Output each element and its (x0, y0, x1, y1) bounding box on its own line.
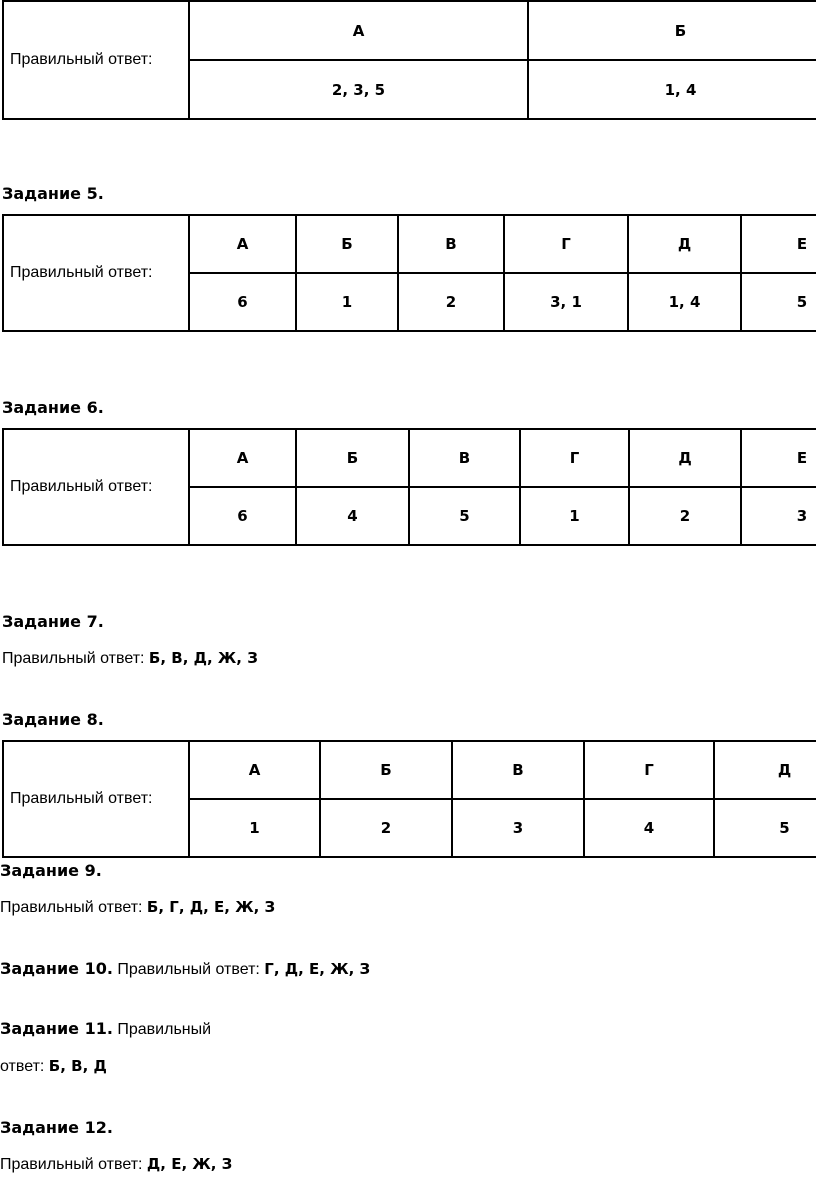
answer-label: Правильный ответ: (3, 741, 189, 857)
table-header-cell: Г (584, 741, 714, 799)
task-5-heading: Задание 5. (2, 184, 104, 203)
table-value-cell: 3 (452, 799, 584, 857)
table-header-cell: А (189, 215, 296, 273)
table-value-cell: 6 (189, 487, 296, 545)
table-value-cell: 4 (296, 487, 409, 545)
task-12-answer: Д, Е, Ж, З (146, 1155, 233, 1173)
task-9-heading: Задание 9. (0, 861, 102, 880)
task-6-heading: Задание 6. (2, 398, 104, 417)
table-header-cell: А (189, 429, 296, 487)
table-value-cell: 1, 4 (528, 60, 816, 119)
table-header-cell: Б (296, 215, 398, 273)
task-10-line (0, 959, 370, 979)
answer-label: Правильный ответ: (0, 1156, 143, 1173)
table-header-cell: В (409, 429, 520, 487)
task-10-heading: Задание 10. (0, 959, 113, 978)
task-7-answer-line (2, 649, 258, 668)
table-value-cell: 6 (189, 273, 296, 331)
table-header-cell: Д (714, 741, 816, 799)
table-value-cell: 4 (584, 799, 714, 857)
task-7-answer: Б, В, Д, Ж, З (148, 649, 258, 667)
task-11-line (0, 1019, 211, 1039)
table-header-cell: Е (741, 215, 816, 273)
table-header-cell: Г (504, 215, 628, 273)
table-header-cell: В (398, 215, 504, 273)
table-value-cell: 1 (520, 487, 629, 545)
table-value-cell: 5 (714, 799, 816, 857)
table-value-cell: 1, 4 (628, 273, 741, 331)
task-12-answer-line (0, 1155, 232, 1174)
table-value-cell: 2 (629, 487, 741, 545)
answer-table-task-8 (2, 740, 816, 858)
table-value-cell: 2 (320, 799, 452, 857)
answer-label-part: ответ: (0, 1058, 45, 1075)
table-header-cell: Б (296, 429, 409, 487)
answer-label: Правильный ответ: (0, 899, 143, 916)
task-11-heading: Задание 11. (0, 1019, 113, 1038)
table-header-cell: А (189, 1, 528, 60)
table-header-cell: А (189, 741, 320, 799)
task-7-heading: Задание 7. (2, 612, 104, 631)
table-value-cell: 1 (189, 799, 320, 857)
table-value-cell: 3 (741, 487, 816, 545)
table-header-cell: Д (629, 429, 741, 487)
answer-label-part: Правильный (117, 1021, 212, 1038)
task-9-answer: Б, Г, Д, Е, Ж, З (146, 898, 276, 916)
answer-table-1 (2, 0, 816, 120)
answer-table-task-6 (2, 428, 816, 546)
task-9-answer-line (0, 898, 275, 917)
answer-label: Правильный ответ: (3, 1, 189, 119)
table-header-cell: Д (628, 215, 741, 273)
task-10-answer: Г, Д, Е, Ж, З (264, 960, 371, 978)
table-value-cell: 1 (296, 273, 398, 331)
answer-label: Правильный ответ: (3, 215, 189, 331)
task-11-answer-line (0, 1057, 107, 1076)
answer-table-task-5 (2, 214, 816, 332)
table-value-cell: 2 (398, 273, 504, 331)
table-header-cell: В (452, 741, 584, 799)
table-value-cell: 5 (409, 487, 520, 545)
task-11-answer: Б, В, Д (48, 1057, 107, 1075)
task-8-heading: Задание 8. (2, 710, 104, 729)
table-value-cell: 2, 3, 5 (189, 60, 528, 119)
table-header-cell: Е (741, 429, 816, 487)
answer-label: Правильный ответ: (2, 650, 145, 667)
table-value-cell: 3, 1 (504, 273, 628, 331)
table-value-cell: 5 (741, 273, 816, 331)
table-header-cell: Б (320, 741, 452, 799)
answer-label: Правильный ответ: (3, 429, 189, 545)
answer-label: Правильный ответ: (117, 961, 260, 978)
task-12-heading: Задание 12. (0, 1118, 113, 1137)
table-header-cell: Б (528, 1, 816, 60)
table-header-cell: Г (520, 429, 629, 487)
